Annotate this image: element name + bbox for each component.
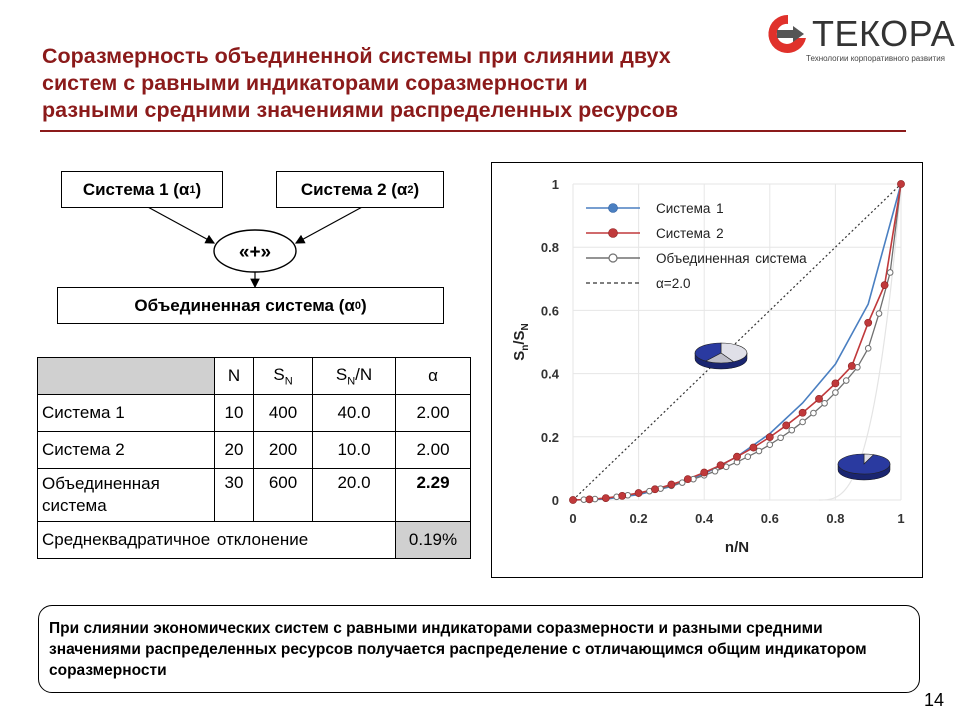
combined-label: Объединенная система (α [134,295,355,315]
point-system2 [586,496,593,503]
point-combined [833,390,839,396]
legend-label: α=2.0 [656,276,691,291]
table-header-n: N [215,358,254,395]
point-system2 [651,486,658,493]
point-system2 [897,180,904,187]
system2-sub: 2 [407,183,414,196]
table-header-alpha: α [396,358,471,395]
logo-subtitle: Технологии корпоративного развития [806,54,946,63]
system2-close: ) [413,179,420,199]
legend-marker-system2 [609,229,618,238]
lorenz-chart [492,163,922,577]
legend-label: Система 2 [656,226,724,241]
y-tick-label: 0.8 [540,240,559,256]
operator-label: «+» [238,242,272,263]
point-system2 [635,489,642,496]
page-number: 14 [923,690,944,710]
x-tick-label: 0 [569,511,577,526]
title-line-3: разными средними значениями распределенных ресурсов [42,98,679,122]
point-system2 [799,409,806,416]
point-combined [811,410,817,416]
combined-sub: 0 [354,299,361,312]
point-system2 [569,496,576,503]
legend-marker-system1 [609,204,618,213]
company-logo [766,12,956,64]
logo-word: ТЕКОРА [812,13,956,54]
y-tick-label: 0.6 [540,303,559,319]
row-name: Система 2 [38,432,215,469]
table-header-blank [38,358,215,395]
row-sn: 600 [254,469,313,522]
row-snn: 40.0 [313,395,396,432]
y-tick-label: 0.4 [540,366,559,382]
point-combined [778,435,784,441]
title-line-1: Соразмерность объединенной системы при слиянии двух [42,44,671,68]
row-sn: 400 [254,395,313,432]
row-snn: 10.0 [313,432,396,469]
table-row [38,432,471,469]
point-system2 [832,380,839,387]
point-combined [865,346,871,352]
point-system2 [602,495,609,502]
deviation-label: Среднеквадратичное отклонение [38,522,396,559]
point-combined [712,468,718,474]
point-combined [767,442,773,448]
x-tick-label: 0.6 [760,511,779,526]
table-footer-row [38,522,471,559]
point-system2 [783,422,790,429]
system1-label: Система 1 (α [82,179,190,199]
point-system2 [848,362,855,369]
x-axis-label: n/N [724,539,750,556]
y-tick-label: 0.2 [540,429,559,445]
conclusion-box [38,605,920,693]
series-alpha-line [573,184,901,500]
row-n: 10 [215,395,254,432]
pie-icon-2-slice [838,454,890,474]
x-tick-label: 1 [897,511,905,526]
point-system2 [733,453,740,460]
system1-close: ) [195,179,202,199]
table-header-sn: $S_N$ [254,358,313,395]
legend-label: Объединенная система [656,251,807,266]
legend-label: Система 1 [656,201,724,216]
point-system2 [750,444,757,451]
row-n: 20 [215,432,254,469]
point-combined [800,419,806,425]
y-tick-label: 1 [551,177,559,192]
arrow-system2 [296,206,364,243]
conclusion-text: При слиянии экономических систем с равными индикаторами соразмерности и разными средними значениями распределенных ресурсов получается распределение с отличающимся общим индикатором соразмерности [49,620,867,679]
deviation-value: 0.19% [396,522,471,559]
system2-label: Система 2 (α [300,179,408,199]
point-system2 [701,469,708,476]
logo-mark-icon [766,12,810,56]
point-system2 [766,434,773,441]
arrow-system1 [146,206,214,243]
point-system2 [881,282,888,289]
row-n: 30 [215,469,254,522]
table-row [38,395,471,432]
row-alpha: 2.00 [396,395,471,432]
chart-frame [491,162,923,578]
table-header-snn: $S_N/N$ [313,358,396,395]
row-alpha: 2.29 [396,469,471,522]
point-system2 [717,462,724,469]
row-name: Объединенная система [38,469,215,522]
combined-close: ) [360,295,367,315]
point-system2 [684,476,691,483]
x-tick-label: 0.2 [629,511,648,526]
point-combined [822,401,828,407]
row-snn: 20.0 [313,469,396,522]
point-system2 [865,319,872,326]
point-combined [843,378,849,384]
y-tick-label: 0 [551,493,559,508]
systems-table [37,357,471,559]
row-name: Система 1 [38,395,215,432]
table-header-row [38,358,471,395]
table-row [38,469,471,522]
combined-system-box [57,287,444,324]
row-sn: 200 [254,432,313,469]
x-tick-label: 0.4 [695,511,714,526]
y-axis-label: $S_n/S_N$ [511,323,531,361]
point-combined [756,448,762,454]
point-system2 [815,395,822,402]
point-combined [887,270,893,276]
system1-box [61,171,223,208]
row-alpha: 2.00 [396,432,471,469]
point-combined [745,454,751,460]
system1-sub: 1 [189,183,196,196]
point-system2 [619,492,626,499]
point-combined [876,311,882,317]
point-combined [679,480,685,486]
point-combined [789,427,795,433]
title-line-2: систем с равными индикаторами соразмерности и [42,71,588,95]
point-system2 [668,481,675,488]
legend-marker-combined [609,254,617,262]
x-tick-label: 0.8 [826,511,845,526]
system2-box [276,171,444,208]
